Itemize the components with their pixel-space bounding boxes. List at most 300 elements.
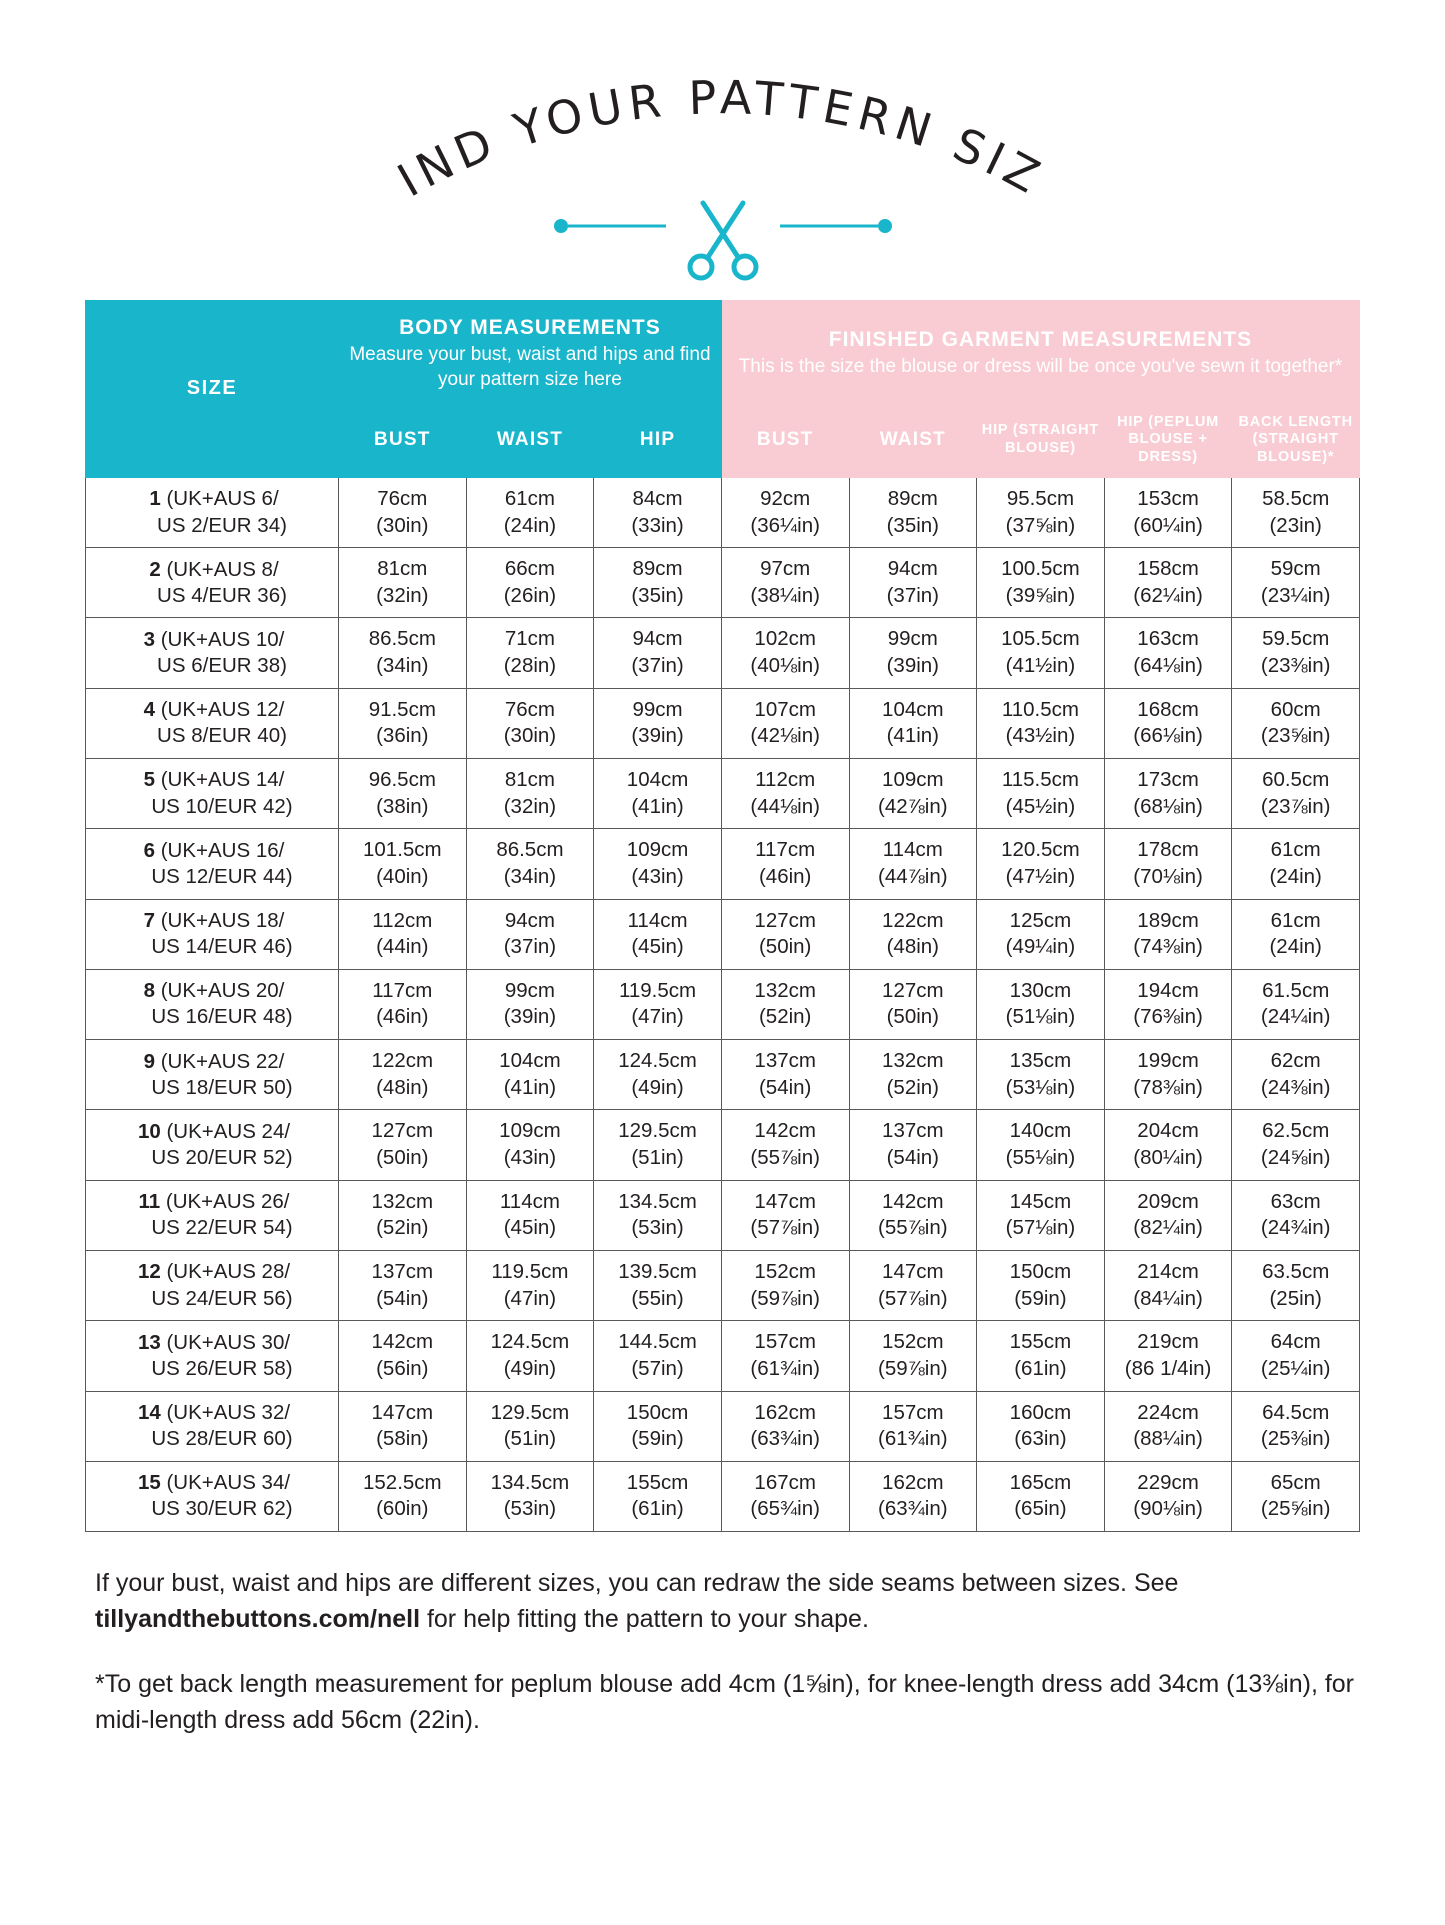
- measurement-cm: 104cm: [499, 1049, 561, 1073]
- cell-back-length: [1232, 759, 1360, 829]
- measurement-inch: (23¼in): [1260, 583, 1331, 607]
- measurement-cm: 209cm: [1137, 1189, 1199, 1213]
- finished-garment-title: FINISHED GARMENT MEASUREMENTS: [828, 328, 1253, 352]
- measurement-cm: 132cm: [882, 1049, 944, 1073]
- table-row: [86, 1321, 1360, 1391]
- body-measurements-title: BODY MEASUREMENTS: [399, 316, 661, 339]
- measurement-inch: (43in): [503, 1146, 557, 1170]
- measurement-cm: 109cm: [626, 838, 689, 862]
- cell-finished-bust: [721, 688, 849, 758]
- size-label-cell: [86, 688, 339, 758]
- measurement-inch: (59⅞in): [750, 1286, 820, 1310]
- measurement-inch: (42⅞in): [878, 794, 948, 818]
- measurement-inch: (53in): [631, 1216, 684, 1240]
- measurement-cm: 63cm: [1270, 1189, 1321, 1213]
- cell-body-bust: [339, 1180, 467, 1250]
- col-header-body-bust: BUST: [339, 402, 467, 477]
- measurement-inch: (23⅞in): [1260, 794, 1331, 818]
- measurement-cm: 119.5cm: [619, 978, 697, 1002]
- measurement-cm: 167cm: [754, 1470, 816, 1494]
- measurement-cm: 124.5cm: [618, 1049, 697, 1073]
- measurement-inch: (52in): [886, 1075, 940, 1099]
- measurement-cm: 96.5cm: [368, 768, 436, 791]
- size-label-cell: [86, 548, 339, 618]
- measurement-inch: (47in): [631, 1005, 684, 1029]
- size-label-cell: [86, 1180, 339, 1250]
- size-label-line2: US 16/EUR 48): [151, 1005, 293, 1029]
- measurement-cm: 107cm: [754, 697, 816, 721]
- measurement-inch: (37in): [886, 583, 940, 607]
- measurement-cm: 59.5cm: [1262, 627, 1330, 651]
- cell-body-hip: [594, 1461, 722, 1531]
- measurement-cm: 163cm: [1137, 627, 1199, 651]
- size-label-line2: US 22/EUR 54): [151, 1216, 293, 1240]
- measurement-inch: (86 1/4in): [1124, 1356, 1212, 1380]
- measurement-inch: (47in): [503, 1286, 557, 1310]
- measurement-cm: 122cm: [371, 1049, 434, 1073]
- measurement-inch: (45in): [631, 935, 684, 959]
- cell-finished-bust: [721, 1110, 849, 1180]
- cell-body-hip: [594, 548, 722, 618]
- cell-back-length: [1232, 618, 1360, 688]
- measurement-inch: (25⅝in): [1260, 1497, 1331, 1521]
- measurement-cm: 81cm: [504, 768, 555, 791]
- cell-body-bust: [339, 969, 467, 1039]
- cell-hip-straight-blouse: [977, 969, 1105, 1039]
- size-label-line2: US 30/EUR 62): [151, 1497, 293, 1521]
- measurement-cm: 152.5cm: [362, 1470, 442, 1494]
- cell-body-waist: [466, 688, 594, 758]
- cell-body-hip: [594, 477, 722, 547]
- measurement-inch: (44⅞in): [878, 864, 948, 888]
- cell-hip-straight-blouse: [977, 1250, 1105, 1320]
- size-number: 11: [138, 1190, 166, 1214]
- cell-body-waist: [466, 1110, 594, 1180]
- cell-back-length: [1232, 899, 1360, 969]
- size-label-line2: US 24/EUR 56): [151, 1286, 293, 1310]
- size-label-cell: [86, 969, 339, 1039]
- measurement-inch: (47½in): [1005, 864, 1076, 888]
- footnote-sizes: [85, 1566, 1360, 1637]
- cell-finished-waist: [849, 1250, 977, 1320]
- measurement-cm: 124.5cm: [490, 1330, 570, 1354]
- measurement-cm: 60cm: [1270, 697, 1321, 721]
- cell-body-hip: [594, 969, 722, 1039]
- table-row: [86, 1040, 1360, 1110]
- cell-body-bust: [339, 1040, 467, 1110]
- measurement-inch: (50in): [376, 1146, 429, 1170]
- measurement-inch: (23⅝in): [1260, 724, 1331, 748]
- cell-finished-waist: [849, 477, 977, 547]
- cell-body-bust: [339, 759, 467, 829]
- size-number: 8: [143, 979, 161, 1003]
- measurement-inch: (60¼in): [1133, 513, 1203, 537]
- measurement-inch: (32in): [376, 583, 429, 607]
- measurement-inch: (68⅛in): [1133, 794, 1203, 818]
- measurement-cm: 117cm: [372, 978, 433, 1002]
- measurement-cm: 153cm: [1137, 486, 1199, 510]
- measurement-inch: (88¼in): [1133, 1427, 1203, 1451]
- measurement-inch: (90⅛in): [1133, 1497, 1203, 1521]
- measurement-inch: (32in): [503, 794, 557, 818]
- size-label-line2: US 20/EUR 52): [151, 1146, 293, 1170]
- size-label-line2: US 26/EUR 58): [151, 1356, 293, 1380]
- size-label-cell: [86, 1461, 339, 1531]
- cell-body-bust: [339, 548, 467, 618]
- measurement-inch: (49in): [631, 1075, 684, 1099]
- measurement-cm: 158cm: [1137, 557, 1199, 581]
- table-row: [86, 688, 1360, 758]
- measurement-cm: 142cm: [754, 1119, 816, 1143]
- measurement-inch: (53⅛in): [1005, 1075, 1076, 1099]
- cell-finished-bust: [721, 548, 849, 618]
- measurement-cm: 66cm: [504, 557, 555, 581]
- measurement-cm: 99cm: [632, 697, 683, 721]
- measurement-cm: 115.5cm: [1001, 768, 1079, 791]
- size-number: 10: [137, 1119, 167, 1143]
- measurement-cm: 92cm: [760, 486, 811, 510]
- size-label-cell: [86, 759, 339, 829]
- footnote-sizes-text-b: for help fitting the pattern to your shape.: [420, 1604, 869, 1633]
- measurement-inch: (40⅛in): [750, 654, 820, 678]
- measurement-cm: 147cm: [754, 1189, 816, 1213]
- size-label-line1: (UK+AUS 16/: [160, 838, 285, 862]
- cell-body-hip: [594, 1250, 722, 1320]
- measurement-inch: (37in): [503, 935, 557, 959]
- measurement-cm: 91.5cm: [368, 697, 436, 721]
- cell-hip-straight-blouse: [977, 618, 1105, 688]
- measurement-inch: (39in): [886, 654, 940, 678]
- cell-body-bust: [339, 688, 467, 758]
- size-label-line1: (UK+AUS 12/: [160, 698, 285, 722]
- cell-body-hip: [594, 1110, 722, 1180]
- measurement-cm: 132cm: [371, 1189, 434, 1213]
- measurement-inch: (23in): [1269, 513, 1322, 537]
- measurement-inch: (59in): [1014, 1286, 1067, 1310]
- cell-hip-peplum-dress: [1104, 899, 1232, 969]
- col-header-hip-straight-blouse: HIP (STRAIGHT BLOUSE): [977, 402, 1105, 477]
- measurement-inch: (54in): [758, 1075, 812, 1099]
- measurement-cm: 129.5cm: [490, 1400, 570, 1424]
- measurement-inch: (82¼in): [1133, 1216, 1203, 1240]
- measurement-cm: 104cm: [626, 768, 689, 791]
- measurement-inch: (48in): [376, 1075, 429, 1099]
- table-row: [86, 548, 1360, 618]
- cell-hip-straight-blouse: [977, 1110, 1105, 1180]
- measurement-inch: (65¾in): [750, 1497, 820, 1521]
- measurement-cm: 165cm: [1009, 1470, 1072, 1494]
- measurement-cm: 105.5cm: [1001, 627, 1080, 651]
- size-label-line1: (UK+AUS 30/: [166, 1330, 291, 1354]
- table-row: [86, 969, 1360, 1039]
- measurement-cm: 81cm: [377, 557, 428, 581]
- cell-hip-peplum-dress: [1104, 829, 1232, 899]
- measurement-cm: 135cm: [1009, 1049, 1072, 1073]
- table-body: [86, 477, 1360, 1531]
- measurement-inch: (24in): [1269, 864, 1322, 888]
- measurement-cm: 129.5cm: [618, 1119, 697, 1143]
- measurement-cm: 140cm: [1009, 1119, 1072, 1143]
- measurement-inch: (37in): [631, 654, 684, 678]
- footnotes: [85, 1566, 1360, 1738]
- measurement-inch: (43½in): [1005, 724, 1076, 748]
- measurement-cm: 94cm: [504, 908, 555, 932]
- cell-hip-peplum-dress: [1104, 618, 1232, 688]
- size-label-cell: [86, 1110, 339, 1180]
- footnote-website-link[interactable]: tillyandthebuttons.com/nell: [95, 1604, 421, 1633]
- measurement-cm: 61cm: [504, 486, 555, 510]
- measurement-inch: (76⅜in): [1133, 1005, 1203, 1029]
- measurement-inch: (57in): [631, 1356, 684, 1380]
- measurement-inch: (25⅜in): [1260, 1427, 1331, 1451]
- measurement-inch: (55⅞in): [750, 1146, 820, 1170]
- measurement-cm: 122cm: [882, 908, 944, 932]
- cell-hip-straight-blouse: [977, 548, 1105, 618]
- size-number: 5: [143, 768, 161, 792]
- measurement-cm: 194cm: [1137, 978, 1199, 1002]
- measurement-inch: (58in): [376, 1427, 429, 1451]
- measurement-cm: 127cm: [371, 1119, 434, 1143]
- cell-hip-straight-blouse: [977, 759, 1105, 829]
- measurement-inch: (48in): [886, 935, 940, 959]
- cell-hip-straight-blouse: [977, 1321, 1105, 1391]
- cell-body-hip: [594, 1040, 722, 1110]
- cell-back-length: [1232, 1321, 1360, 1391]
- size-label-line1: (UK+AUS 14/: [160, 768, 285, 792]
- cell-back-length: [1232, 1040, 1360, 1110]
- cell-finished-bust: [721, 899, 849, 969]
- measurement-inch: (26in): [503, 583, 557, 607]
- cell-finished-bust: [721, 969, 849, 1039]
- col-header-body-waist: WAIST: [466, 402, 594, 477]
- measurement-cm: 60.5cm: [1262, 768, 1330, 791]
- scissors-icon: [553, 195, 893, 285]
- table-row: [86, 829, 1360, 899]
- cell-finished-waist: [849, 1391, 977, 1461]
- cell-body-hip: [594, 899, 722, 969]
- cell-finished-waist: [849, 759, 977, 829]
- measurement-inch: (41in): [886, 724, 940, 748]
- table-row: [86, 477, 1360, 547]
- size-label-line1: (UK+AUS 18/: [160, 908, 285, 932]
- measurement-cm: 147cm: [882, 1259, 944, 1283]
- measurement-inch: (46in): [376, 1005, 429, 1029]
- cell-finished-waist: [849, 618, 977, 688]
- measurement-inch: (24¼in): [1260, 1005, 1331, 1029]
- measurement-cm: 162cm: [882, 1470, 944, 1494]
- measurement-inch: (24in): [1269, 935, 1322, 959]
- measurement-inch: (38¼in): [750, 583, 820, 607]
- cell-hip-peplum-dress: [1104, 1250, 1232, 1320]
- cell-body-waist: [466, 1250, 594, 1320]
- table-row: [86, 1250, 1360, 1320]
- col-header-body-hip: HIP: [594, 402, 722, 477]
- measurement-inch: (52in): [758, 1005, 812, 1029]
- measurement-cm: 61cm: [1270, 838, 1321, 862]
- measurement-inch: (33in): [631, 513, 684, 537]
- measurement-inch: (60in): [376, 1497, 429, 1521]
- measurement-cm: 189cm: [1137, 908, 1199, 932]
- size-label-line1: (UK+AUS 26/: [165, 1190, 290, 1214]
- measurement-inch: (43in): [631, 864, 684, 888]
- measurement-cm: 127cm: [882, 978, 944, 1002]
- cell-finished-bust: [721, 1250, 849, 1320]
- page-title: [67, 12, 1360, 208]
- finished-garment-group-header: [721, 301, 1359, 403]
- measurement-cm: 76cm: [504, 697, 555, 721]
- measurement-cm: 125cm: [1009, 908, 1072, 932]
- measurement-inch: (35in): [631, 583, 684, 607]
- cell-body-waist: [466, 969, 594, 1039]
- measurement-inch: (45½in): [1005, 794, 1076, 818]
- cell-finished-waist: [849, 688, 977, 758]
- cell-body-bust: [339, 477, 467, 547]
- cell-finished-waist: [849, 1110, 977, 1180]
- measurement-inch: (63in): [1014, 1427, 1067, 1451]
- size-label-line2: US 6/EUR 38): [157, 654, 287, 678]
- measurement-inch: (55⅛in): [1005, 1146, 1076, 1170]
- measurement-inch: (42⅛in): [750, 724, 820, 748]
- measurement-cm: 61.5cm: [1262, 978, 1330, 1002]
- measurement-inch: (24in): [503, 513, 557, 537]
- header-group-row: [86, 301, 1360, 403]
- measurement-inch: (61¾in): [750, 1356, 820, 1380]
- table-head: [86, 301, 1360, 478]
- measurement-cm: 109cm: [882, 768, 944, 791]
- measurement-cm: 99cm: [504, 978, 555, 1002]
- measurement-inch: (53in): [503, 1497, 557, 1521]
- measurement-inch: (74⅜in): [1133, 935, 1203, 959]
- measurement-inch: (25¼in): [1260, 1356, 1331, 1380]
- cell-hip-peplum-dress: [1104, 548, 1232, 618]
- size-label-cell: [86, 477, 339, 547]
- measurement-cm: 229cm: [1137, 1470, 1199, 1494]
- measurement-cm: 134.5cm: [490, 1470, 570, 1494]
- size-label-line2: US 8/EUR 40): [157, 724, 287, 748]
- measurement-cm: 157cm: [882, 1400, 944, 1424]
- col-header-back-length: BACK LENGTH (STRAIGHT BLOUSE)*: [1232, 402, 1360, 477]
- finished-garment-subtitle: This is the size the blouse or dress will be once you've sewn it together*: [738, 356, 1343, 378]
- table-row: [86, 1180, 1360, 1250]
- cell-finished-waist: [849, 1461, 977, 1531]
- measurement-cm: 114cm: [627, 908, 688, 932]
- cell-hip-peplum-dress: [1104, 1391, 1232, 1461]
- measurement-cm: 162cm: [754, 1400, 816, 1424]
- cell-body-waist: [466, 1180, 594, 1250]
- measurement-inch: (61¾in): [878, 1427, 948, 1451]
- cell-back-length: [1232, 969, 1360, 1039]
- measurement-cm: 97cm: [760, 557, 811, 581]
- measurement-cm: 62.5cm: [1262, 1119, 1330, 1143]
- cell-body-waist: [466, 1461, 594, 1531]
- measurement-cm: 150cm: [1009, 1259, 1072, 1283]
- cell-back-length: [1232, 1391, 1360, 1461]
- measurement-inch: (49¼in): [1005, 935, 1076, 959]
- measurement-cm: 94cm: [887, 557, 938, 581]
- cell-hip-straight-blouse: [977, 688, 1105, 758]
- measurement-cm: 219cm: [1137, 1330, 1199, 1354]
- svg-text:FIND YOUR PATTERN SIZE: [67, 12, 1053, 207]
- cell-hip-peplum-dress: [1104, 688, 1232, 758]
- cell-back-length: [1232, 1110, 1360, 1180]
- measurement-cm: 58.5cm: [1262, 486, 1330, 510]
- size-label-line1: (UK+AUS 20/: [160, 979, 285, 1003]
- measurement-inch: (41in): [503, 1075, 557, 1099]
- size-label-line2: US 18/EUR 50): [151, 1075, 293, 1099]
- measurement-inch: (24⅝in): [1260, 1146, 1331, 1170]
- measurement-inch: (54in): [376, 1286, 429, 1310]
- measurement-cm: 112cm: [755, 768, 816, 791]
- measurement-inch: (52in): [376, 1216, 429, 1240]
- size-label-line1: (UK+AUS 32/: [166, 1400, 291, 1424]
- measurement-cm: 155cm: [626, 1470, 689, 1494]
- page-header: [67, 0, 1360, 300]
- measurement-cm: 157cm: [754, 1330, 816, 1354]
- measurement-inch: (36¼in): [750, 513, 820, 537]
- divider-rule: [85, 195, 1360, 285]
- cell-back-length: [1232, 1180, 1360, 1250]
- measurement-inch: (57⅞in): [750, 1216, 820, 1240]
- size-label-cell: [86, 618, 339, 688]
- measurement-cm: 160cm: [1009, 1400, 1072, 1424]
- cell-hip-peplum-dress: [1104, 1110, 1232, 1180]
- measurement-inch: (49in): [503, 1356, 557, 1380]
- cell-hip-straight-blouse: [977, 829, 1105, 899]
- measurement-inch: (39⅝in): [1005, 583, 1076, 607]
- measurement-cm: 94cm: [632, 627, 683, 651]
- measurement-inch: (65in): [1014, 1497, 1067, 1521]
- measurement-cm: 150cm: [626, 1400, 689, 1424]
- cell-hip-peplum-dress: [1104, 969, 1232, 1039]
- measurement-cm: 117cm: [755, 838, 816, 862]
- measurement-cm: 64.5cm: [1262, 1400, 1330, 1424]
- cell-finished-waist: [849, 1040, 977, 1110]
- measurement-cm: 145cm: [1009, 1189, 1072, 1213]
- measurement-inch: (62¼in): [1133, 583, 1203, 607]
- cell-body-bust: [339, 1391, 467, 1461]
- measurement-cm: 137cm: [882, 1119, 944, 1143]
- measurement-inch: (30in): [376, 513, 429, 537]
- size-label-line2: US 12/EUR 44): [151, 864, 293, 888]
- measurement-inch: (34in): [503, 864, 557, 888]
- size-label-line1: (UK+AUS 24/: [166, 1119, 291, 1143]
- measurement-cm: 132cm: [754, 978, 816, 1002]
- size-number: 15: [137, 1471, 167, 1495]
- cell-body-hip: [594, 1180, 722, 1250]
- cell-hip-straight-blouse: [977, 899, 1105, 969]
- cell-body-bust: [339, 899, 467, 969]
- cell-finished-waist: [849, 969, 977, 1039]
- measurement-inch: (55⅞in): [878, 1216, 948, 1240]
- measurement-inch: (50in): [758, 935, 812, 959]
- cell-body-bust: [339, 1461, 467, 1531]
- measurement-cm: 152cm: [882, 1330, 944, 1354]
- measurement-cm: 104cm: [882, 697, 944, 721]
- measurement-inch: (51in): [503, 1427, 557, 1451]
- table-row: [86, 618, 1360, 688]
- cell-finished-waist: [849, 899, 977, 969]
- measurement-inch: (41in): [631, 794, 684, 818]
- cell-body-bust: [339, 618, 467, 688]
- table-row: [86, 899, 1360, 969]
- measurement-cm: 114cm: [882, 838, 943, 862]
- measurement-cm: 120.5cm: [1001, 838, 1080, 862]
- cell-body-hip: [594, 1321, 722, 1391]
- measurement-inch: (35in): [886, 513, 940, 537]
- cell-body-hip: [594, 1391, 722, 1461]
- measurement-cm: 89cm: [632, 557, 683, 581]
- cell-finished-bust: [721, 477, 849, 547]
